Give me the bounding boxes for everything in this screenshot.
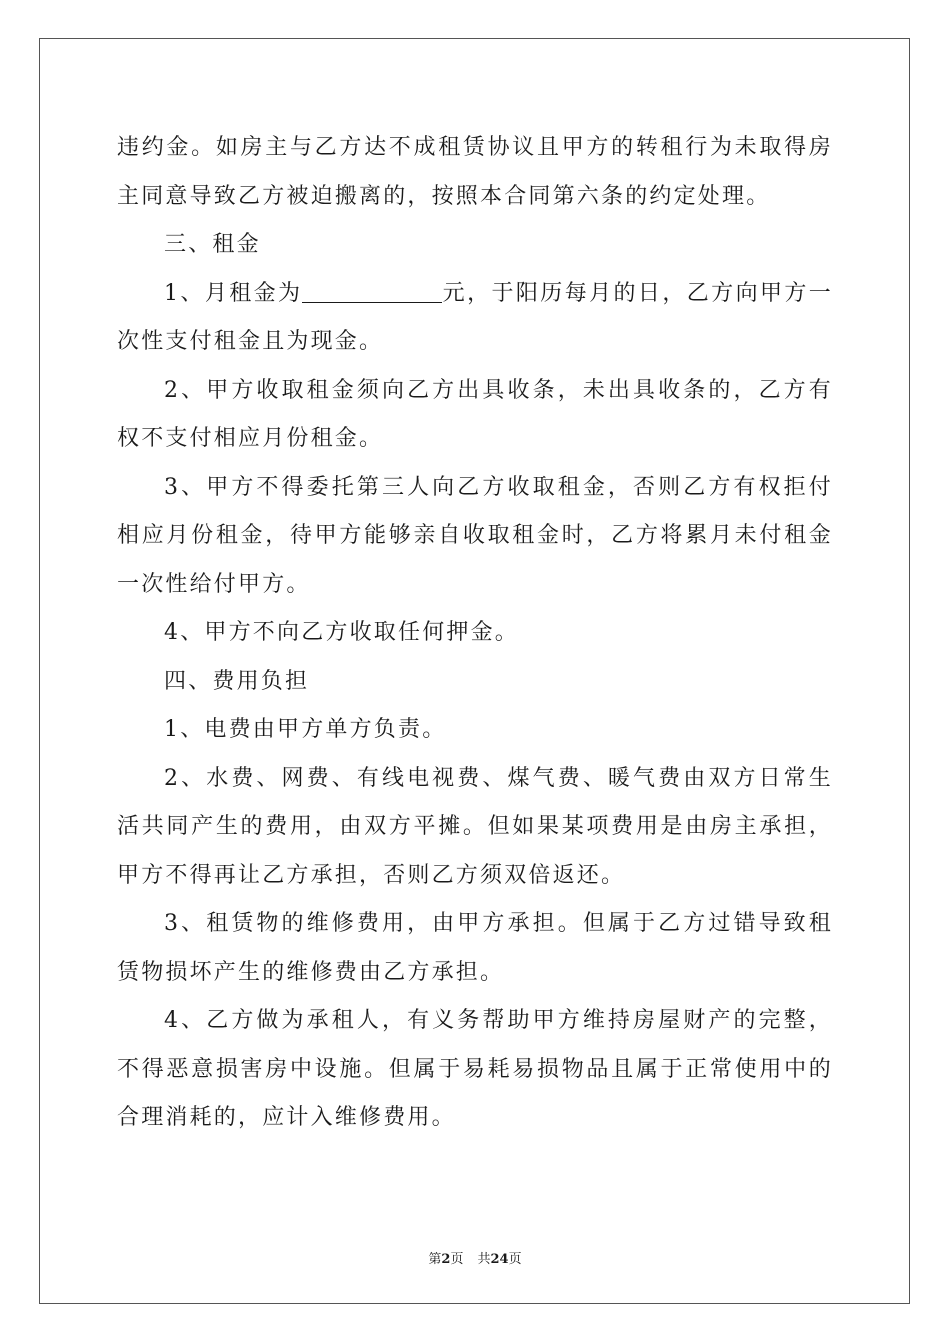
paragraph-penalty: 违约金。如房主与乙方达不成租赁协议且甲方的转租行为未取得房主同意导致乙方被迫搬离的，按照本合同第六条的约定处理。 bbox=[117, 135, 833, 209]
paragraph-rent-4: 4、甲方不向乙方收取任何押金。 bbox=[164, 620, 519, 645]
paragraph-expense-3: 3、租赁物的维修费用，由甲方承担。但属于乙方过错导致租赁物损坏产生的维修费由乙方承担。 bbox=[117, 911, 833, 985]
total-prefix: 共 bbox=[477, 1252, 491, 1267]
paragraph-rent-2: 2、甲方收取租金须向乙方出具收条，未出具收条的，乙方有权不支付相应月份租金。 bbox=[117, 377, 833, 451]
document-body bbox=[117, 124, 833, 1143]
total-pages: 24 bbox=[490, 1252, 509, 1267]
page-number: 2 bbox=[441, 1252, 451, 1267]
heading-rent: 三、租金 bbox=[164, 232, 261, 257]
paragraph-rent-1 bbox=[117, 270, 833, 367]
total-suffix: 页 bbox=[508, 1252, 522, 1267]
page-prefix: 第 bbox=[428, 1252, 442, 1267]
page-footer bbox=[0, 1248, 950, 1267]
heading-expenses: 四、费用负担 bbox=[164, 668, 310, 694]
rent-amount-label: 1、月租金为 bbox=[164, 280, 303, 306]
paragraph-rent-3: 3、甲方不得委托第三人向乙方收取租金，否则乙方有权拒付相应月份租金，待甲方能够亲自收取租金时，乙方将累月未付租金一次性给付甲方。 bbox=[117, 474, 833, 597]
paragraph-expense-2: 2、水费、网费、有线电视费、煤气费、暖气费由双方日常生活共同产生的费用，由双方平摊。但如果某项费用是由房主承担，甲方不得再让乙方承担，否则乙方须双倍返还。 bbox=[117, 765, 833, 888]
paragraph-expense-1: 1、电费由甲方单方负责。 bbox=[164, 717, 447, 742]
page-suffix: 页 bbox=[450, 1252, 464, 1267]
paragraph-expense-4: 4、乙方做为承租人，有义务帮助甲方维持房屋财产的完整，不得恶意损害房中设施。但属于易耗易损物品且属于正常使用中的合理消耗的，应计入维修费用。 bbox=[117, 1008, 833, 1130]
rent-amount-blank bbox=[302, 280, 442, 303]
rent-amount-rest: 元，于阳历每月的日，乙方向甲方一次性支付租金且为现金。 bbox=[117, 280, 833, 354]
